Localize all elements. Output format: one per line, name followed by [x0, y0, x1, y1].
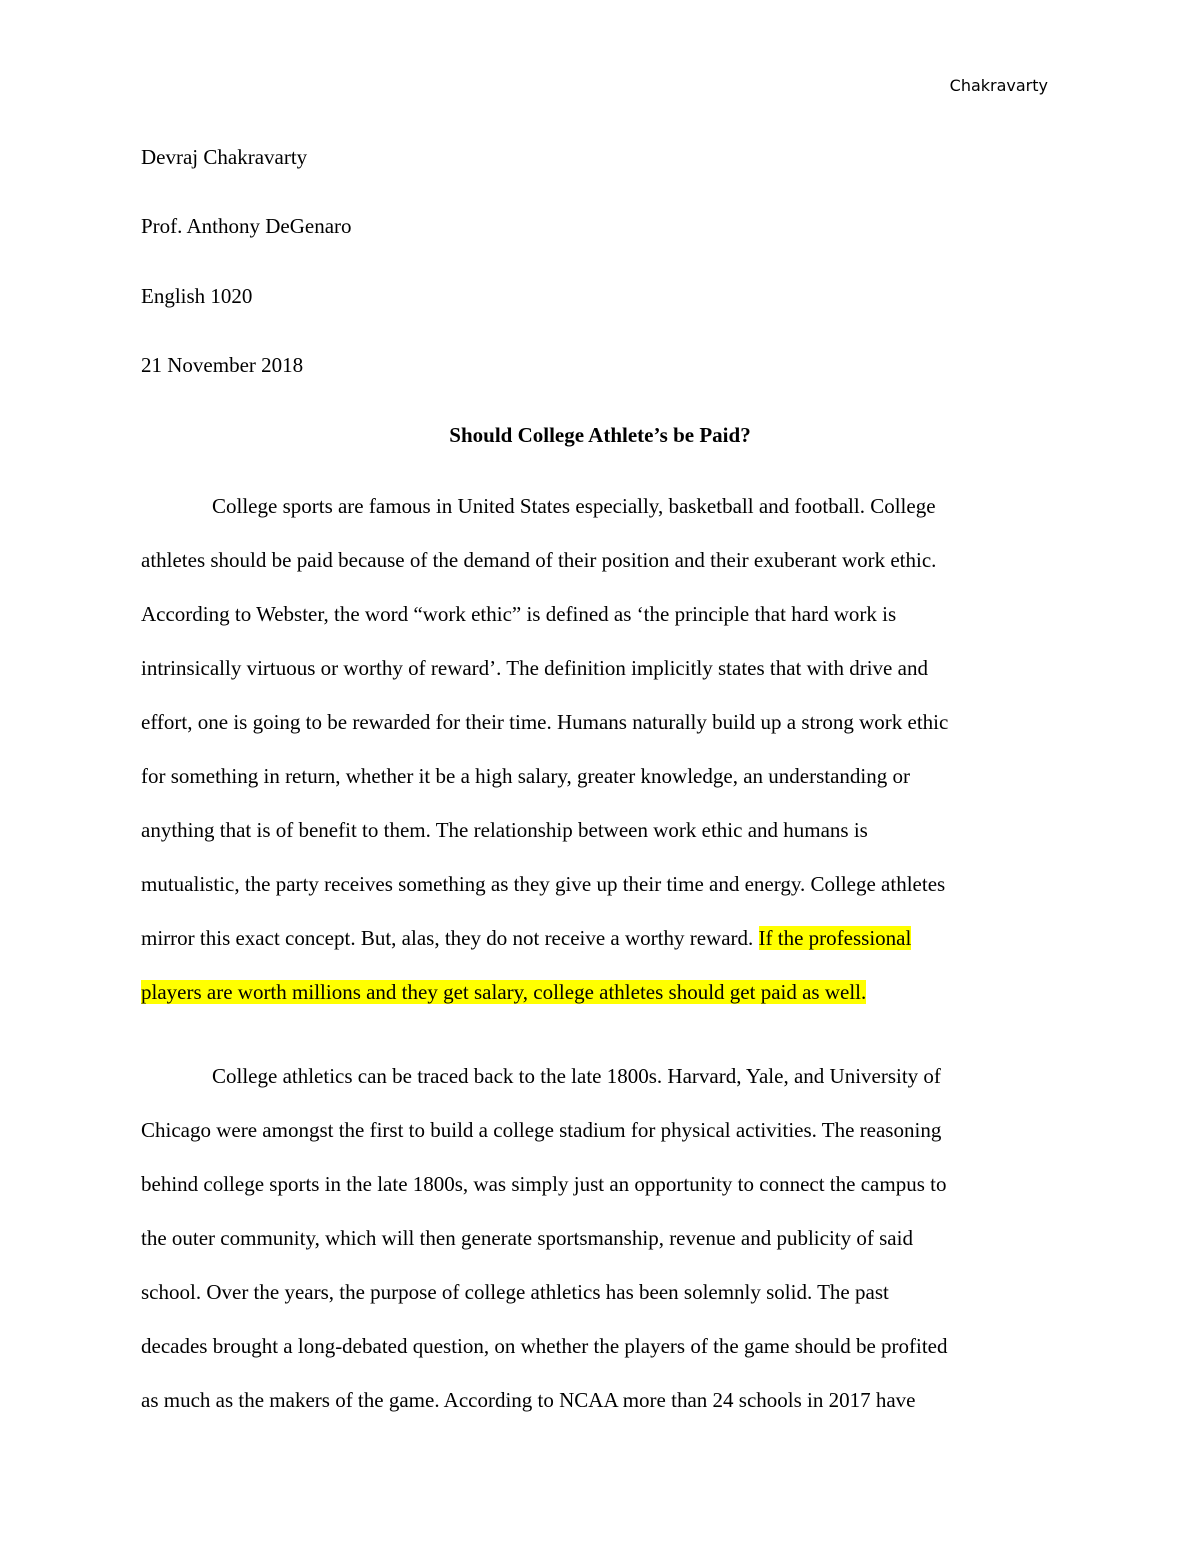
- text-line: According to Webster, the word “work ethic” is defined as ‘the principle that hard work is: [141, 602, 897, 626]
- text-line: [141, 973, 1061, 1027]
- paragraph-2: [141, 1027, 1061, 1435]
- text-line: Chicago were amongst the first to build a college stadium for physical activities. The reasoning: [141, 1118, 942, 1142]
- mla-header: [141, 141, 1061, 418]
- text-line: the outer community, which will then generate sportsmanship, revenue and publicity of said: [141, 1226, 913, 1250]
- text-line: for something in return, whether it be a high salary, greater knowledge, an understanding or: [141, 764, 910, 788]
- highlighted-thesis: players are worth millions and they get salary, college athletes should get paid as well.: [141, 980, 867, 1004]
- text-line: as much as the makers of the game. According to NCAA more than 24 schools in 2017 have: [141, 1388, 916, 1412]
- essay-title: Should College Athlete’s be Paid?: [449, 423, 751, 447]
- text-line: College athletics can be traced back to the late 1800s. Harvard, Yale, and University of: [212, 1064, 941, 1088]
- text-line: behind college sports in the late 1800s, was simply just an opportunity to connect the campus to: [141, 1172, 947, 1196]
- professor-name: Prof. Anthony DeGenaro: [141, 214, 352, 239]
- course-name: English 1020: [141, 283, 253, 308]
- essay-date: 21 November 2018: [141, 352, 304, 377]
- text-line: anything that is of benefit to them. The relationship between work ethic and humans is: [141, 818, 868, 842]
- text-line: College sports are famous in United States especially, basketball and football. College: [212, 494, 936, 518]
- highlighted-thesis: If the professional: [758, 926, 912, 950]
- text-line: intrinsically virtuous or worthy of reward’. The definition implicitly states that with drive and: [141, 656, 928, 680]
- running-head: Chakravarty: [949, 76, 1048, 95]
- essay-body: [141, 487, 1061, 1435]
- text-line: mutualistic, the party receives something as they give up their time and energy. College athletes: [141, 872, 946, 896]
- text-line: school. Over the years, the purpose of college athletics has been solemnly solid. The past: [141, 1280, 889, 1304]
- text-line: [141, 919, 1061, 973]
- text-line: athletes should be paid because of the demand of their position and their exuberant work ethic.: [141, 548, 937, 572]
- text-line: decades brought a long-debated question, on whether the players of the game should be profited: [141, 1334, 948, 1358]
- text-segment: mirror this exact concept. But, alas, they do not receive a worthy reward.: [141, 926, 759, 950]
- author-name: Devraj Chakravarty: [141, 145, 308, 169]
- text-line: effort, one is going to be rewarded for their time. Humans naturally build up a strong work ethic: [141, 710, 949, 734]
- paragraph-1: [141, 487, 1061, 1027]
